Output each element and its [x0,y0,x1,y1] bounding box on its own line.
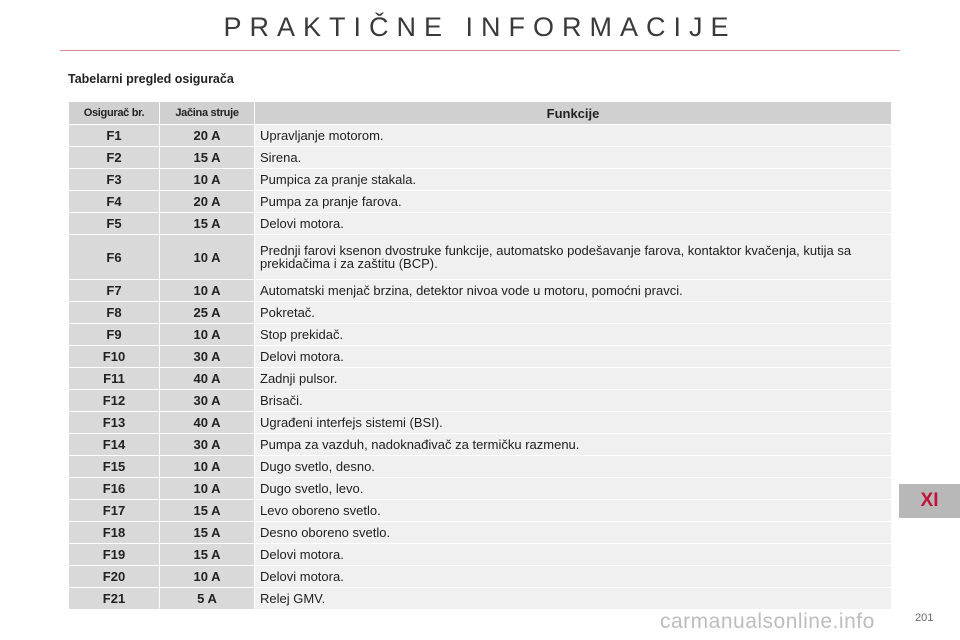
table-row [69,147,892,169]
current-cell: 30 A [160,346,255,368]
function-cell: Dugo svetlo, desno. [255,456,892,478]
fuse-number-cell: F2 [69,147,160,169]
table-row [69,191,892,213]
fuse-number-cell: F13 [69,412,160,434]
fuse-number-cell: F9 [69,324,160,346]
current-cell: 15 A [160,522,255,544]
function-cell: Ugrađeni interfejs sistemi (BSI). [255,412,892,434]
fuse-number-cell: F19 [69,544,160,566]
function-cell: Zadnji pulsor. [255,368,892,390]
fuse-number-cell: F4 [69,191,160,213]
table-row [69,544,892,566]
current-cell: 15 A [160,147,255,169]
current-cell: 20 A [160,125,255,147]
current-cell: 10 A [160,324,255,346]
chapter-tab [899,484,960,518]
current-cell: 40 A [160,412,255,434]
function-cell: Delovi motora. [255,346,892,368]
function-cell: Pumpa za pranje farova. [255,191,892,213]
fuse-number-cell: F18 [69,522,160,544]
fuse-table-body [69,125,892,610]
function-cell: Stop prekidač. [255,324,892,346]
header-fuse-number: Osigurač br. [69,102,160,125]
header-current: Jačina struje [160,102,255,125]
page-title: PRAKTIČNE INFORMACIJE [223,12,737,42]
table-row [69,588,892,610]
function-cell: Pumpa za vazduh, nadoknađivač za termičku razmenu. [255,434,892,456]
current-cell: 10 A [160,566,255,588]
fuse-number-cell: F6 [69,235,160,280]
current-cell: 5 A [160,588,255,610]
function-cell: Relej GMV. [255,588,892,610]
function-cell: Automatski menjač brzina, detektor nivoa vode u motoru, pomoćni pravci. [255,280,892,302]
fuse-number-cell: F7 [69,280,160,302]
current-cell: 40 A [160,368,255,390]
fuse-number-cell: F5 [69,213,160,235]
fuse-number-cell: F16 [69,478,160,500]
table-row [69,434,892,456]
function-cell: Prednji farovi ksenon dvostruke funkcije, automatsko podešavanje farova, kontaktor kvačenja, kutija sa prekidačima i za zaštitu (BCP). [255,235,892,280]
fuse-number-cell: F14 [69,434,160,456]
function-cell: Delovi motora. [255,213,892,235]
fuse-number-cell: F20 [69,566,160,588]
table-row [69,235,892,280]
current-cell: 15 A [160,544,255,566]
fuse-number-cell: F17 [69,500,160,522]
function-cell: Delovi motora. [255,544,892,566]
title-divider [60,50,900,51]
table-row [69,368,892,390]
function-cell: Upravljanje motorom. [255,125,892,147]
table-row [69,412,892,434]
table-row [69,346,892,368]
fuse-number-cell: F8 [69,302,160,324]
table-row [69,478,892,500]
fuse-number-cell: F12 [69,390,160,412]
table-row [69,125,892,147]
section-heading: Tabelarni pregled osigurača [68,72,234,86]
function-cell: Delovi motora. [255,566,892,588]
current-cell: 10 A [160,280,255,302]
table-row [69,522,892,544]
chapter-label: XI [920,490,939,511]
function-cell: Sirena. [255,147,892,169]
fuse-number-cell: F15 [69,456,160,478]
fuse-number-cell: F11 [69,368,160,390]
table-row [69,566,892,588]
current-cell: 10 A [160,456,255,478]
function-cell: Pumpica za pranje stakala. [255,169,892,191]
current-cell: 15 A [160,213,255,235]
function-cell: Dugo svetlo, levo. [255,478,892,500]
table-row [69,390,892,412]
fuse-number-cell: F1 [69,125,160,147]
function-cell: Pokretač. [255,302,892,324]
current-cell: 25 A [160,302,255,324]
function-cell: Brisači. [255,390,892,412]
function-cell: Levo oboreno svetlo. [255,500,892,522]
current-cell: 10 A [160,478,255,500]
page-number: 201 [915,612,934,624]
watermark: carmanualsonline.info [660,610,875,633]
header-functions: Funkcije [255,102,892,125]
current-cell: 30 A [160,434,255,456]
current-cell: 15 A [160,500,255,522]
table-row [69,280,892,302]
header-row [69,102,892,125]
current-cell: 20 A [160,191,255,213]
table-row [69,169,892,191]
fuse-number-cell: F3 [69,169,160,191]
current-cell: 10 A [160,235,255,280]
fuse-table-header [69,102,892,125]
fuse-number-cell: F10 [69,346,160,368]
function-cell: Desno oboreno svetlo. [255,522,892,544]
table-row [69,213,892,235]
fuse-number-cell: F21 [69,588,160,610]
table-row [69,324,892,346]
fuse-table [68,101,892,610]
table-row [69,500,892,522]
table-row [69,456,892,478]
current-cell: 10 A [160,169,255,191]
table-row [69,302,892,324]
current-cell: 30 A [160,390,255,412]
